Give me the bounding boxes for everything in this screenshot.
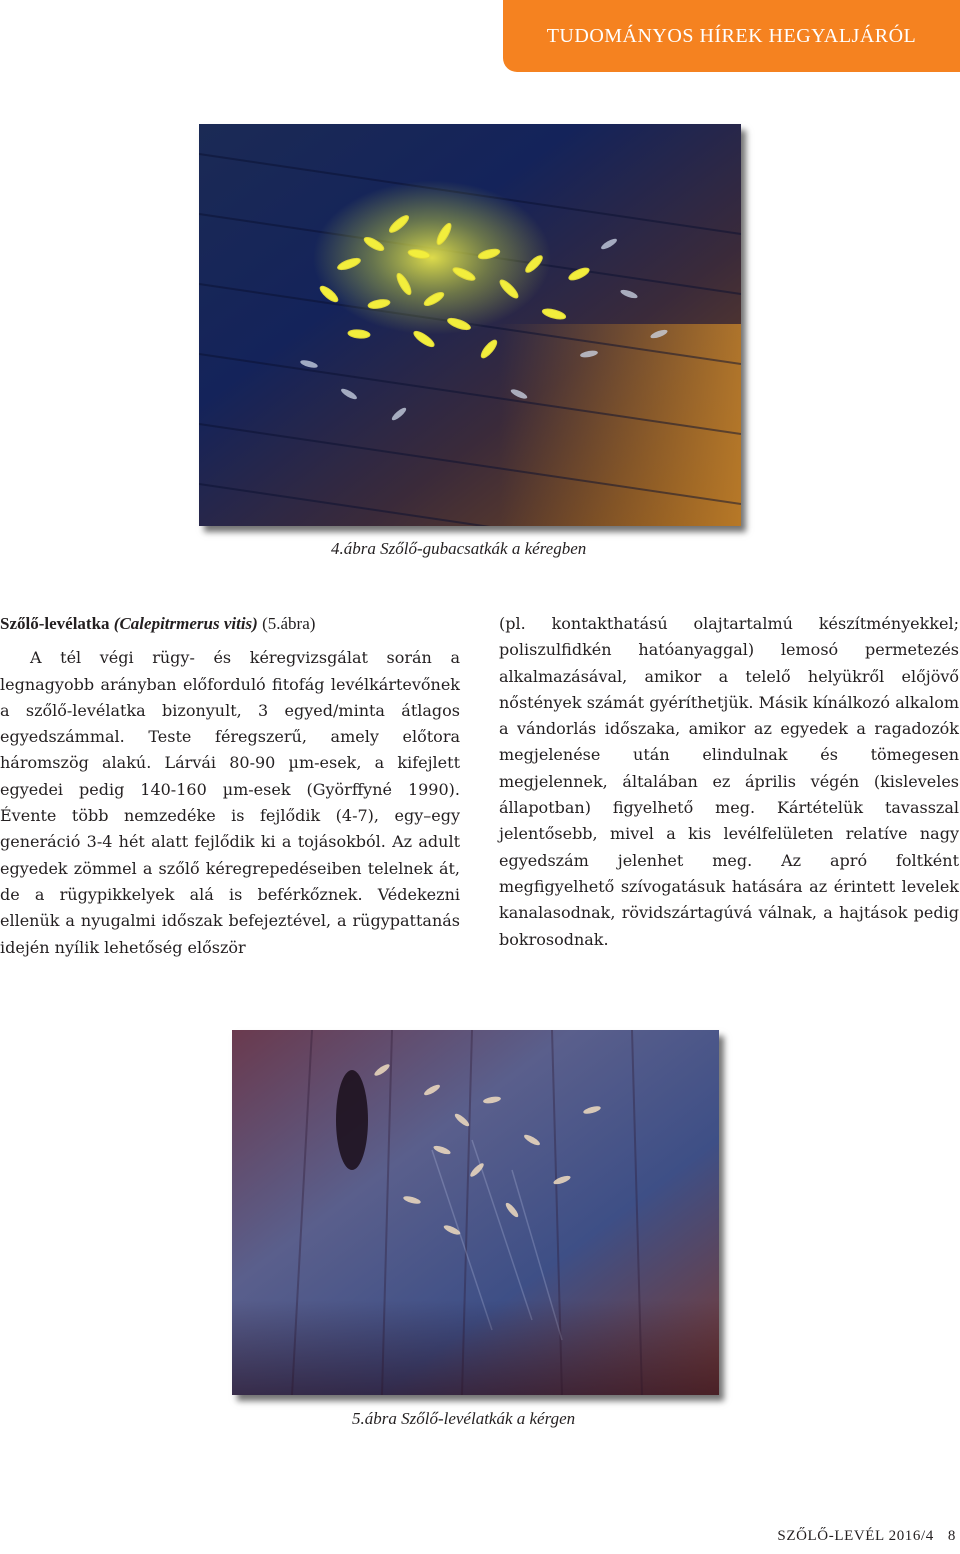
section-title-name: Szőlő-levélatka — [0, 614, 110, 633]
figure-4-photo — [199, 124, 741, 526]
figure-5-photo — [232, 1030, 719, 1395]
page-number: 8 — [947, 1528, 956, 1544]
left-column — [0, 611, 460, 961]
figure-5-caption: 5.ábra Szőlő-levélatkák a kérgen — [352, 1409, 576, 1428]
section-title — [0, 611, 460, 637]
page-footer — [777, 1528, 956, 1545]
section-title-ref: (5.ábra) — [257, 614, 316, 633]
body-paragraph-right: (pl. kontakthatású olajtartalmú készítményekkel; poliszulfidkén hatóanyaggal) lemosó permetezés alkalmazásával, amikor a telelő helyükről előjövő nőstények számát gyéríthetjük. Másik kínálkozó alkalom a vándorlás időszaka, amikor az egyedek a ragadozók megjelenése után elindulnak és tömegesen megjelennek, általában ez április végén (kisleveles állapotban) figyelhető meg. Kártételük tavasszal jelentősebb, mivel a kis levélfelületen relatíve nagy egyedszám jelenhet meg. Az apró foltként megfigyelhető szívogatásuk hatására az érintett levelek kanalasodnak, rövidszártagúvá válnak, a hajtások pedig bokrosodnak. — [499, 614, 959, 949]
footer-publication: SZŐLŐ-LEVÉL 2016/4 — [777, 1528, 934, 1544]
header-title: TUDOMÁNYOS HÍREK HEGYALJÁRÓL — [546, 24, 917, 47]
header-banner — [503, 0, 960, 72]
figure-4-caption: 4.ábra Szőlő-gubacsatkák a kéregben — [331, 539, 587, 558]
body-paragraph-left: A tél végi rügy- és kéregvizsgálat során a legnagyobb arányban előforduló fitofág levélkártevőnek a szőlő-levélatka bizonyult, 3 egyed/minta átlagos egyedszámmal. Teste féregszerű, amely előtora háromszög alakú. Lárvái 80-90 µm-esek, a kifejlett egyedei pedig 140-160 µm-esek (Györffyné 1990). Évente több nemzedéke is fejlődik (4-7), egy–egy generáció 3-4 hét alatt fejlődik ki a tojásokból. Az adult egyedek zömmel a szőlő kéregrepedéseiben telelnek át, de a rügypikkelyek alá is beférkőznek. Védekezni ellenük a nyugalmi időszak befejeztével, a rügypattanás idején nyílik lehetőség először — [0, 648, 460, 957]
section-title-latin: (Calepitrmerus vitis) — [113, 614, 258, 633]
right-column — [499, 611, 959, 953]
